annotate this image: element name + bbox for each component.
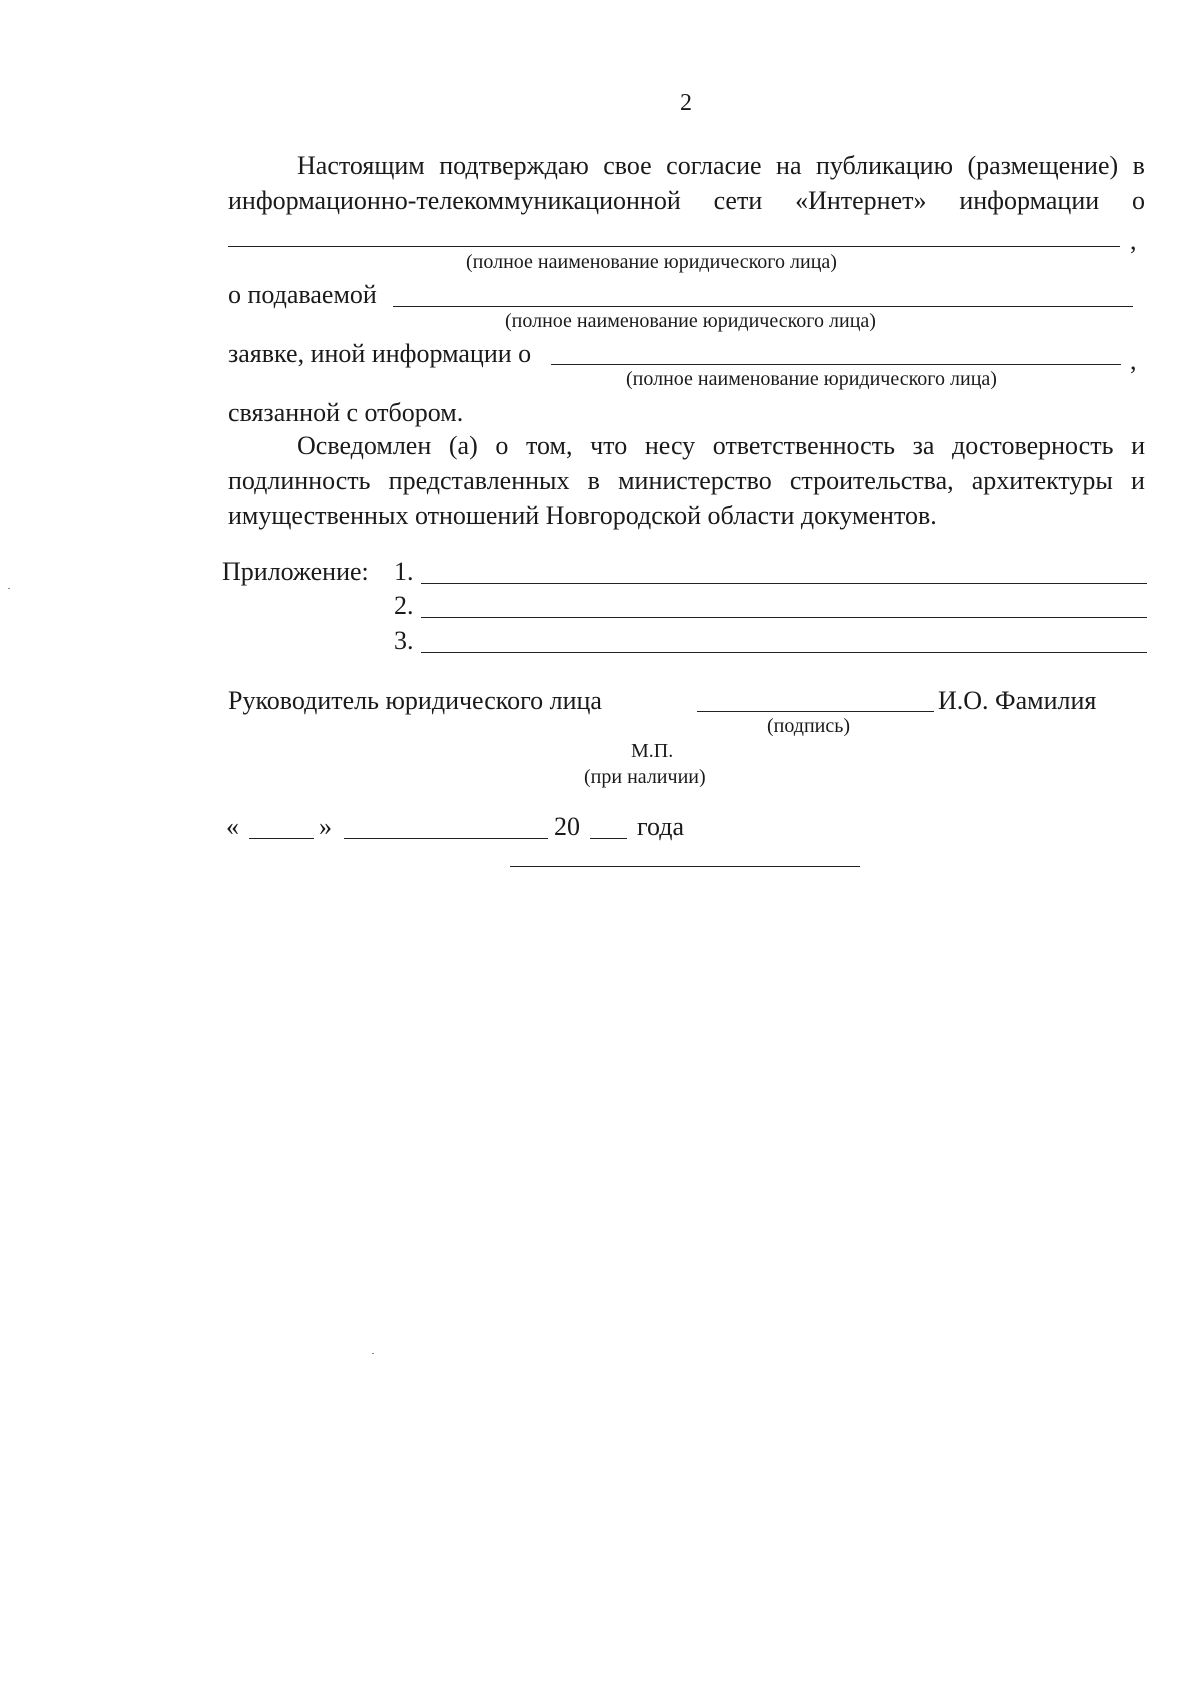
word: том, — [526, 431, 573, 460]
attachment-number-1: 1. — [394, 557, 414, 586]
word: в — [587, 466, 600, 495]
page-number: 2 — [680, 90, 692, 116]
word: Осведомлен — [297, 431, 432, 460]
stamp-note: (при наличии) — [584, 766, 706, 788]
word: что — [590, 431, 628, 460]
consent-line-2 — [228, 186, 1145, 216]
closing-separator — [510, 866, 860, 867]
word: информационно-телекоммуникационной — [228, 186, 681, 215]
comma: , — [1130, 346, 1137, 375]
word: свое — [603, 151, 652, 180]
word: архитектуры — [971, 466, 1113, 495]
word: подлинность — [228, 466, 371, 495]
stamp-label: М.П. — [631, 740, 674, 762]
submitted-label: о подаваемой — [228, 280, 377, 309]
word: (а) — [448, 431, 478, 460]
word: подтверждаю — [439, 151, 589, 180]
attachment-field-2[interactable] — [421, 617, 1147, 618]
word: за — [912, 431, 935, 460]
word: строительства, — [789, 466, 954, 495]
attachment-field-1[interactable] — [421, 583, 1147, 584]
responsibility-line-1 — [297, 431, 1145, 461]
word: «Интернет» — [795, 186, 927, 215]
word: информации — [959, 186, 1100, 215]
attachments-label: Приложение: — [222, 557, 369, 586]
word: в — [1132, 151, 1145, 180]
word: несу — [644, 431, 696, 460]
word: (размещение) — [967, 151, 1119, 180]
scan-speck — [8, 588, 10, 589]
comma: , — [1130, 226, 1137, 255]
date-open-quote: « — [226, 812, 239, 841]
application-label: заявке, иной информации о — [228, 339, 532, 368]
attachment-number-2: 2. — [394, 591, 414, 620]
responsibility-line-3: имущественных отношений Новгородской области документов. — [228, 501, 937, 530]
date-close-quote: » — [319, 812, 332, 841]
word: согласие — [666, 151, 762, 180]
word: о — [1132, 186, 1145, 215]
responsibility-line-2 — [228, 466, 1145, 496]
legal-entity-caption-1: (полное наименование юридического лица) — [466, 251, 837, 273]
legal-entity-caption-2: (полное наименование юридического лица) — [505, 310, 876, 332]
word: сети — [713, 186, 763, 215]
signature-field[interactable] — [697, 711, 934, 712]
month-field[interactable] — [344, 838, 548, 839]
word: представленных — [388, 466, 570, 495]
word: министерство — [618, 466, 772, 495]
word: и — [1131, 431, 1145, 460]
word: Настоящим — [297, 151, 425, 180]
attachment-number-3: 3. — [394, 626, 414, 655]
word: публикацию — [815, 151, 954, 180]
attachment-field-3[interactable] — [421, 652, 1147, 653]
word: на — [776, 151, 802, 180]
year-prefix: 20 — [554, 812, 580, 841]
legal-entity-field-1[interactable] — [228, 246, 1120, 247]
connected-text: связанной с отбором. — [228, 398, 464, 427]
word: достоверность — [952, 431, 1114, 460]
consent-line-1 — [297, 151, 1145, 181]
word: и — [1131, 466, 1145, 495]
legal-entity-field-2[interactable] — [393, 306, 1133, 307]
day-field[interactable] — [249, 838, 314, 839]
year-field[interactable] — [590, 838, 627, 839]
head-name: И.О. Фамилия — [938, 686, 1097, 715]
legal-entity-field-3[interactable] — [551, 364, 1121, 365]
word: о — [495, 431, 509, 460]
scan-speck — [372, 1353, 374, 1354]
legal-entity-caption-3: (полное наименование юридического лица) — [626, 368, 997, 390]
head-label: Руководитель юридического лица — [228, 686, 602, 715]
word: ответственность — [712, 431, 895, 460]
signature-caption: (подпись) — [767, 715, 851, 737]
year-word: года — [637, 812, 685, 841]
